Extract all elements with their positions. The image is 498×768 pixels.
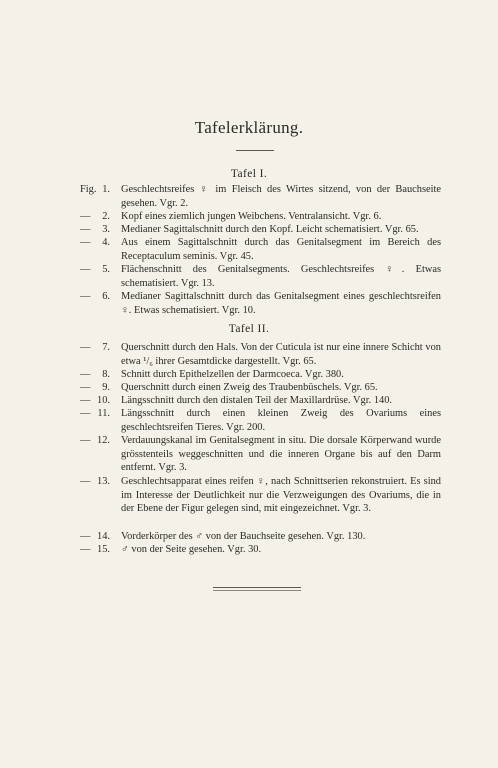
page-title: Tafelerklärung. (194, 118, 304, 137)
entry-number: 12. (97, 435, 110, 446)
entry-text: Längsschnitt durch den distalen Teil der Maxillardrüse. Vgr. 140. (121, 395, 393, 406)
entry-number: 13. (97, 476, 110, 487)
closing-rule-double (213, 590, 301, 591)
entry-prefix: — (80, 476, 91, 487)
entry-number: 7. (102, 342, 110, 353)
entry-text: Medianer Sagittalschnitt durch den Kopf. Leicht schematisiert. Vgr. 65. (121, 224, 419, 235)
entry-number: 5. (102, 264, 110, 275)
entry-prefix: — (80, 224, 91, 235)
entry-prefix: — (80, 264, 91, 275)
entry-number: 3. (102, 224, 110, 235)
entry-prefix: — (80, 531, 91, 542)
entry-number: 11. (97, 408, 110, 419)
entry-prefix: — (80, 291, 91, 302)
entry-prefix: — (80, 435, 91, 446)
entry-text: Querschnitt durch den Hals. Von der Cuticula ist nur eine innere Schicht von etwa ¹/₆ ihrer Gesamtdicke dargestellt. Vgr. 65. (121, 342, 441, 367)
entry-number: 9. (102, 382, 110, 393)
entry-prefix: — (80, 211, 91, 222)
entry-text: Schnitt durch Epithelzellen der Darmcoeca. Vgr. 380. (121, 369, 344, 380)
entry-number: 6. (102, 291, 110, 302)
entry-text: ♂ von der Seite gesehen. Vgr. 30. (121, 544, 262, 555)
entry-text: Aus einem Sagittalschnitt durch das Genitalsegment im Bereich des Receptaculum seminis. Vgr. 45. (121, 237, 441, 262)
closing-rule (213, 587, 301, 588)
entry-text: Verdauungskanal im Genitalsegment in situ. Die dorsale Körperwand wurde grösstenteils weggeschnitten und die inneren Organe bis auf den Darm entfernt. Vgr. 3. (121, 435, 441, 474)
entry-prefix: — (80, 382, 91, 393)
entry-text: Geschlechtsapparat eines reifen ♀, nach Schnittserien rekonstruiert. Es sind im Interesse der Deutlichkeit nur die Verzweigungen des Ovariums, die in der Ebene der Figur gelegen sind, mit eingezeichnet. Vgr. 3. (121, 476, 441, 515)
entry-prefix: — (80, 408, 91, 419)
entry-text: Vorderkörper des ♂ von der Bauchseite gesehen. Vgr. 130. (121, 531, 366, 542)
entry-prefix: — (80, 342, 91, 353)
entry-number: 15. (97, 544, 110, 555)
entry-number: 10. (97, 395, 110, 406)
section-heading-tafel-1: Tafel I. (230, 168, 268, 180)
title-rule (236, 150, 274, 151)
entry-number: 14. (97, 531, 110, 542)
entry-text: Flächenschnitt des Genitalsegments. Geschlechtsreifes ♀. Etwas schematisiert. Vgr. 13. (121, 264, 441, 289)
entry-prefix: Fig. (80, 184, 97, 195)
entry-number: 1. (102, 184, 110, 195)
entry-prefix: — (80, 369, 91, 380)
entry-prefix: — (80, 395, 91, 406)
section-heading-tafel-2: Tafel II. (228, 323, 270, 335)
entry-text: Kopf eines ziemlich jungen Weibchens. Ventralansicht. Vgr. 6. (121, 211, 382, 222)
entry-number: 8. (102, 369, 110, 380)
entry-text: Querschnitt durch einen Zweig des Traubenbüschels. Vgr. 65. (121, 382, 378, 393)
entry-text: Längsschnitt durch einen kleinen Zweig des Ovariums eines geschlechtsreifen Tieres. Vgr. 200. (121, 408, 441, 433)
entry-prefix: — (80, 237, 91, 248)
entry-number: 2. (102, 211, 110, 222)
entry-number: 4. (102, 237, 110, 248)
entry-text: Geschlechtsreifes ♀ im Fleisch des Wirtes sitzend, von der Bauchseite gesehen. Vgr. 2. (121, 184, 441, 209)
entry-prefix: — (80, 544, 91, 555)
entry-text: Medianer Sagittalschnitt durch das Genitalsegment eines geschlechtsreifen ♀. Etwas schematisiert. Vgr. 10. (121, 291, 441, 316)
